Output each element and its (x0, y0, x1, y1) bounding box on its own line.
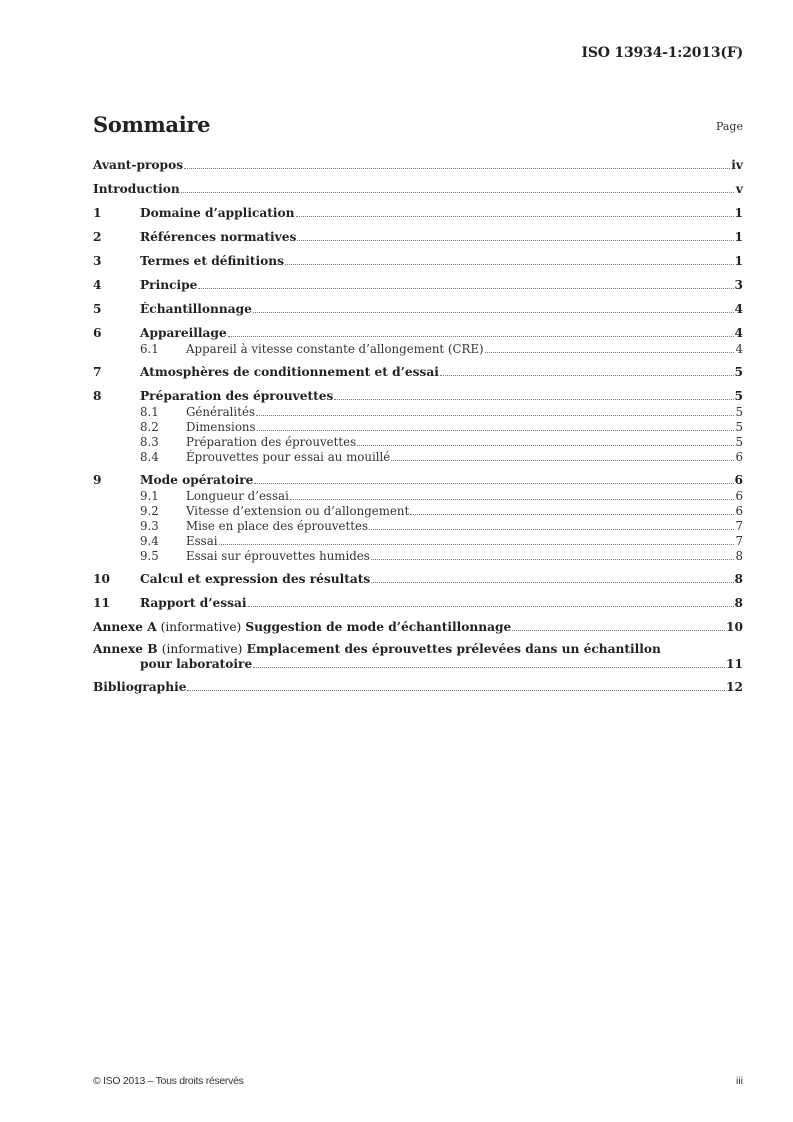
toc-entry-label: Vitesse d’extension ou d’allongement (186, 504, 410, 518)
toc-entry-section-1[interactable] (93, 204, 743, 222)
dot-leader (198, 288, 733, 289)
table-of-contents (93, 156, 743, 696)
toc-entry-label: Références normatives (140, 230, 297, 244)
toc-entry-page: 5 (734, 365, 743, 379)
toc-entry-page: 4 (734, 302, 743, 316)
subsection-number: 9.4 (140, 534, 159, 548)
toc-entry-page: 3 (734, 278, 743, 292)
dot-leader (485, 352, 734, 353)
toc-entry-section-11[interactable] (93, 594, 743, 612)
toc-entry-page: 11 (726, 657, 743, 671)
toc-entry-annex-b[interactable] (93, 642, 743, 672)
dot-leader (187, 690, 725, 691)
toc-entry-page: 8 (734, 596, 743, 610)
subsection-number: 8.1 (140, 405, 159, 419)
toc-entry-label: Mode opératoire (140, 473, 254, 487)
toc-entry-label: Appareillage (140, 326, 227, 340)
toc-entry-subsection-9-3[interactable] (93, 519, 743, 534)
toc-entry-page: 4 (735, 342, 743, 356)
toc-entry-label: Dimensions (186, 420, 256, 434)
section-number: 2 (93, 230, 102, 244)
document-id: ISO 13934-1:2013(F) (581, 45, 743, 61)
toc-entry-page: 1 (734, 230, 743, 244)
toc-entry-section-9[interactable] (93, 471, 743, 489)
section-number: 11 (93, 596, 110, 610)
dot-leader (296, 216, 734, 217)
section-number: 8 (93, 389, 102, 403)
toc-entry-page: 5 (735, 405, 743, 419)
dot-leader (228, 336, 734, 337)
toc-entry-page: 1 (734, 206, 743, 220)
annex-type: (informative) (161, 642, 243, 656)
subsection-number: 8.2 (140, 420, 159, 434)
toc-entry-section-5[interactable] (93, 300, 743, 318)
toc-entry-subsection-8-3[interactable] (93, 435, 743, 450)
toc-entry-page: 8 (734, 572, 743, 586)
toc-entry-label: Échantillonnage (140, 302, 252, 316)
toc-header (93, 112, 743, 142)
annex-prefix: Annexe B (93, 642, 158, 656)
toc-entry-annex-a[interactable] (93, 618, 743, 636)
dot-leader (181, 192, 734, 193)
toc-entry-label-continuation: pour laboratoire (140, 657, 253, 671)
toc-entry-subsection-9-2[interactable] (93, 504, 743, 519)
subsection-number: 9.5 (140, 549, 159, 563)
toc-entry-page: 1 (734, 254, 743, 268)
toc-entry-page: 6 (734, 473, 743, 487)
subsection-number: 8.3 (140, 435, 159, 449)
toc-entry-label: Emplacement des éprouvettes prélevées dans un échantillon (246, 642, 661, 656)
subsection-number: 9.3 (140, 519, 159, 533)
toc-entry-label: Essai sur éprouvettes humides (186, 549, 370, 563)
section-number: 4 (93, 278, 102, 292)
toc-entry-section-3[interactable] (93, 252, 743, 270)
toc-entry-page: 6 (735, 504, 743, 518)
section-number: 6 (93, 326, 102, 340)
dot-leader (184, 168, 730, 169)
annex-prefix: Annexe A (93, 620, 157, 634)
toc-entry-page: 7 (735, 519, 743, 533)
toc-entry-label: Suggestion de mode d’échantillonnage (245, 620, 512, 634)
annex-type: (informative) (160, 620, 242, 634)
toc-entry-label: Introduction (93, 182, 180, 196)
section-number: 7 (93, 365, 102, 379)
section-number: 1 (93, 206, 102, 220)
dot-leader (440, 375, 734, 376)
section-number: 10 (93, 572, 110, 586)
toc-entry-label: Domaine d’application (140, 206, 295, 220)
subsection-number: 8.4 (140, 450, 159, 464)
toc-entry-label: Longueur d’essai (186, 489, 289, 503)
toc-entry-page: 7 (735, 534, 743, 548)
dot-leader (512, 630, 725, 631)
dot-leader (219, 544, 734, 545)
subsection-number: 9.2 (140, 504, 159, 518)
toc-entry-subsection-6-1[interactable] (93, 342, 743, 357)
toc-entry-page: 8 (735, 549, 743, 563)
dot-leader (297, 240, 733, 241)
toc-entry-introduction[interactable] (93, 180, 743, 198)
dot-leader (285, 264, 734, 265)
dot-leader (290, 499, 734, 500)
section-number: 3 (93, 254, 102, 268)
toc-entry-label: Préparation des éprouvettes (186, 435, 357, 449)
toc-entry-label: Mise en place des éprouvettes (186, 519, 369, 533)
toc-entry-page: 6 (735, 450, 743, 464)
toc-entry-page: 5 (735, 435, 743, 449)
toc-entry-subsection-8-4[interactable] (93, 450, 743, 465)
toc-entry-label: Atmosphères de conditionnement et d’essai (140, 365, 439, 379)
dot-leader (391, 460, 734, 461)
toc-entry-page: 6 (735, 489, 743, 503)
toc-entry-label: Bibliographie (93, 680, 187, 694)
toc-entry-label: Principe (140, 278, 198, 292)
toc-entry-page: 5 (734, 389, 743, 403)
toc-entry-label: Éprouvettes pour essai au mouillé (186, 450, 391, 464)
toc-entry-page: v (735, 182, 743, 196)
page-number: iii (736, 1075, 743, 1087)
section-number: 9 (93, 473, 102, 487)
toc-entry-bibliographie[interactable] (93, 678, 743, 696)
toc-entry-section-10[interactable] (93, 570, 743, 588)
dot-leader (334, 399, 733, 400)
toc-entry-subsection-9-5[interactable] (93, 549, 743, 564)
dot-leader (410, 514, 734, 515)
toc-entry-label: Appareil à vitesse constante d’allongement (CRE) (186, 342, 484, 356)
toc-entry-avant-propos[interactable] (93, 156, 743, 174)
section-number: 5 (93, 302, 102, 316)
dot-leader (371, 559, 734, 560)
toc-entry-section-4[interactable] (93, 276, 743, 294)
toc-entry-page: 10 (726, 620, 743, 634)
toc-entry-label: Rapport d’essai (140, 596, 247, 610)
dot-leader (253, 667, 725, 668)
subsection-number: 9.1 (140, 489, 159, 503)
toc-entry-page: iv (731, 158, 743, 172)
dot-leader (257, 430, 734, 431)
toc-entry-label: Calcul et expression des résultats (140, 572, 371, 586)
toc-entry-label: Termes et définitions (140, 254, 284, 268)
dot-leader (248, 606, 734, 607)
toc-entry-page: 12 (726, 680, 743, 694)
toc-entry-page: 5 (735, 420, 743, 434)
dot-leader (371, 582, 733, 583)
toc-entry-label: Essai (186, 534, 218, 548)
dot-leader (256, 415, 734, 416)
toc-entry-section-7[interactable] (93, 363, 743, 381)
toc-entry-section-2[interactable] (93, 228, 743, 246)
dot-leader (357, 445, 734, 446)
toc-entry-section-6[interactable] (93, 324, 743, 342)
page-column-label: Page (715, 120, 743, 133)
toc-entry-subsection-8-2[interactable] (93, 420, 743, 435)
subsection-number: 6.1 (140, 342, 159, 356)
toc-entry-section-8[interactable] (93, 387, 743, 405)
dot-leader (369, 529, 734, 530)
toc-entry-subsection-9-1[interactable] (93, 489, 743, 504)
dot-leader (253, 312, 734, 313)
toc-entry-subsection-9-4[interactable] (93, 534, 743, 549)
toc-entry-subsection-8-1[interactable] (93, 405, 743, 420)
toc-entry-label: Généralités (186, 405, 255, 419)
toc-entry-label: Avant-propos (93, 158, 184, 172)
copyright-notice: © ISO 2013 – Tous droits réservés (93, 1075, 244, 1087)
dot-leader (254, 483, 733, 484)
toc-entry-page: 4 (734, 326, 743, 340)
toc-entry-label: Préparation des éprouvettes (140, 389, 334, 403)
page-title: Sommaire (93, 112, 211, 137)
